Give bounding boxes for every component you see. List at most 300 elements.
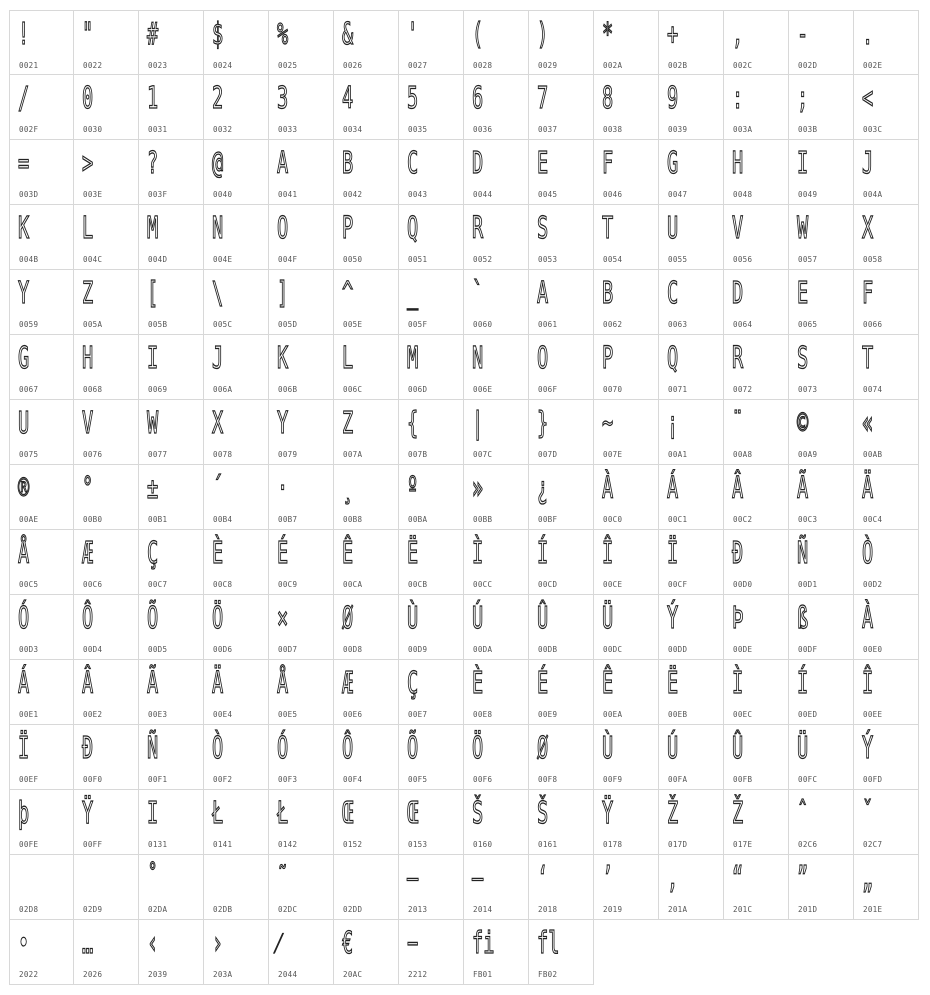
glyph-char: Ô xyxy=(342,731,354,766)
glyph-code: 00C3 xyxy=(798,515,818,524)
glyph-cell xyxy=(74,465,139,530)
glyph-code: 0142 xyxy=(278,840,298,849)
glyph-cell xyxy=(724,205,789,270)
glyph-cell xyxy=(529,75,594,140)
glyph-char: Ó xyxy=(18,601,30,636)
glyph-code: 017E xyxy=(733,840,753,849)
glyph-char: 7 xyxy=(537,81,549,116)
glyph-code: 02C6 xyxy=(798,840,818,849)
glyph-code: 0023 xyxy=(148,61,168,70)
glyph-char: N xyxy=(212,211,224,246)
glyph-code: 0024 xyxy=(213,61,233,70)
glyph-char: ` xyxy=(472,276,484,311)
glyph-cell xyxy=(74,270,139,335)
glyph-cell xyxy=(204,270,269,335)
glyph-code: 00ED xyxy=(798,710,818,719)
glyph-cell xyxy=(854,400,919,465)
glyph-char: N xyxy=(472,341,484,376)
glyph-code: 006D xyxy=(408,385,428,394)
glyph-cell xyxy=(139,75,204,140)
glyph-char: F xyxy=(862,276,874,311)
glyph-cell xyxy=(74,140,139,205)
glyph-code: 0050 xyxy=(343,255,363,264)
glyph-cell xyxy=(139,205,204,270)
glyph-cell xyxy=(789,595,854,660)
glyph-code: 0021 xyxy=(19,61,39,70)
glyph-code: 0041 xyxy=(278,190,298,199)
glyph-cell xyxy=(204,465,269,530)
glyph-char: Ý xyxy=(667,601,679,636)
glyph-code: 004A xyxy=(863,190,883,199)
glyph-cell xyxy=(139,465,204,530)
glyph-cell xyxy=(399,465,464,530)
glyph-char: ' xyxy=(407,17,419,52)
glyph-char: Á xyxy=(667,471,679,506)
glyph-char: ˜ xyxy=(277,861,289,896)
glyph-cell xyxy=(139,595,204,660)
glyph-cell xyxy=(659,335,724,400)
glyph-char: _ xyxy=(407,276,419,311)
glyph-char: Ø xyxy=(342,601,354,636)
glyph-cell xyxy=(724,75,789,140)
glyph-cell xyxy=(9,335,74,400)
glyph-char: ? xyxy=(147,146,159,181)
glyph-code: 0035 xyxy=(408,125,428,134)
glyph-char: T xyxy=(862,341,874,376)
glyph-cell xyxy=(139,920,204,985)
glyph-cell xyxy=(659,725,724,790)
glyph-char: º xyxy=(407,471,419,506)
glyph-char: F xyxy=(602,146,614,181)
glyph-cell xyxy=(74,920,139,985)
glyph-char: Ł xyxy=(277,796,289,831)
glyph-cell xyxy=(529,725,594,790)
glyph-code: 00C5 xyxy=(19,580,39,589)
glyph-code: 0030 xyxy=(83,125,103,134)
glyph-cell xyxy=(854,790,919,855)
glyph-cell xyxy=(594,465,659,530)
glyph-cell xyxy=(594,725,659,790)
glyph-cell xyxy=(399,530,464,595)
glyph-code: 006F xyxy=(538,385,558,394)
glyph-code: 0040 xyxy=(213,190,233,199)
glyph-cell xyxy=(9,400,74,465)
glyph-cell xyxy=(399,855,464,920)
glyph-cell xyxy=(74,400,139,465)
glyph-cell xyxy=(529,920,594,985)
glyph-code: 2026 xyxy=(83,970,103,979)
glyph-cell xyxy=(464,140,529,205)
glyph-char: O xyxy=(537,341,549,376)
glyph-char: Ô xyxy=(82,601,94,636)
glyph-cell xyxy=(789,855,854,920)
glyph-char: : xyxy=(732,81,744,116)
glyph-cell xyxy=(594,270,659,335)
glyph-code: 004F xyxy=(278,255,298,264)
glyph-cell xyxy=(399,400,464,465)
glyph-char: Î xyxy=(862,666,874,701)
glyph-char: Ì xyxy=(472,536,484,571)
glyph-code: 02C7 xyxy=(863,840,883,849)
glyph-cell xyxy=(464,530,529,595)
glyph-code: 00E8 xyxy=(473,710,493,719)
glyph-code: 005F xyxy=(408,320,428,329)
glyph-char: Q xyxy=(667,341,679,376)
glyph-char: À xyxy=(602,471,614,506)
glyph-cell xyxy=(659,75,724,140)
glyph-char: C xyxy=(667,276,679,311)
glyph-table xyxy=(9,10,919,985)
glyph-char: Ö xyxy=(212,601,224,636)
glyph-char: „ xyxy=(862,861,874,896)
glyph-cell xyxy=(139,335,204,400)
glyph-code: 0032 xyxy=(213,125,233,134)
glyph-cell xyxy=(399,660,464,725)
glyph-cell xyxy=(464,790,529,855)
glyph-cell xyxy=(204,205,269,270)
glyph-cell xyxy=(854,595,919,660)
glyph-code: 00DD xyxy=(668,645,688,654)
glyph-code: 0059 xyxy=(19,320,39,329)
glyph-cell xyxy=(9,530,74,595)
glyph-char: 1 xyxy=(147,81,159,116)
glyph-char: < xyxy=(862,81,874,116)
glyph-char: Å xyxy=(277,666,289,701)
glyph-cell xyxy=(9,75,74,140)
glyph-code: 0131 xyxy=(148,840,168,849)
glyph-cell xyxy=(139,400,204,465)
glyph-char: Ë xyxy=(407,536,419,571)
glyph-code: 00EF xyxy=(19,775,39,784)
glyph-char: ¸ xyxy=(342,471,354,506)
glyph-cell xyxy=(594,530,659,595)
glyph-cell xyxy=(399,920,464,985)
glyph-cell xyxy=(269,790,334,855)
glyph-cell xyxy=(139,855,204,920)
glyph-cell xyxy=(529,660,594,725)
glyph-char: Ä xyxy=(862,471,874,506)
glyph-code: 002B xyxy=(668,61,688,70)
glyph-code: 00CF xyxy=(668,580,688,589)
glyph-char: Á xyxy=(18,666,30,701)
glyph-cell xyxy=(74,595,139,660)
glyph-cell xyxy=(139,790,204,855)
glyph-char: / xyxy=(18,81,30,116)
glyph-code: 00FB xyxy=(733,775,753,784)
glyph-char: 6 xyxy=(472,81,484,116)
glyph-char: H xyxy=(82,341,94,376)
glyph-cell xyxy=(139,140,204,205)
glyph-char: Â xyxy=(732,471,744,506)
glyph-code: 02D9 xyxy=(83,905,103,914)
glyph-cell xyxy=(594,75,659,140)
glyph-code: 2044 xyxy=(278,970,298,979)
glyph-code: 00E1 xyxy=(19,710,39,719)
glyph-code: 0034 xyxy=(343,125,363,134)
glyph-char: Õ xyxy=(407,731,419,766)
glyph-char: ~ xyxy=(602,406,614,441)
glyph-code: 00E9 xyxy=(538,710,558,719)
glyph-char: 0 xyxy=(82,81,94,116)
glyph-char: { xyxy=(407,406,419,441)
glyph-code: 0071 xyxy=(668,385,688,394)
glyph-code: 00D7 xyxy=(278,645,298,654)
glyph-code: 00D1 xyxy=(798,580,818,589)
glyph-char: \ xyxy=(212,276,224,311)
glyph-cell xyxy=(529,270,594,335)
glyph-cell xyxy=(594,595,659,660)
glyph-char: ˚ xyxy=(147,861,159,896)
glyph-char: Ò xyxy=(212,731,224,766)
glyph-char: ‹ xyxy=(147,926,159,961)
glyph-char: M xyxy=(407,341,419,376)
glyph-code: 00EE xyxy=(863,710,883,719)
glyph-cell xyxy=(334,465,399,530)
glyph-code: 0046 xyxy=(603,190,623,199)
glyph-code: 0043 xyxy=(408,190,428,199)
glyph-code: 00B7 xyxy=(278,515,298,524)
glyph-cell xyxy=(594,10,659,75)
glyph-cell xyxy=(594,140,659,205)
glyph-char: ± xyxy=(147,471,159,506)
glyph-cell xyxy=(789,140,854,205)
glyph-char: ⁄ xyxy=(277,926,281,961)
glyph-cell xyxy=(334,530,399,595)
glyph-char: € xyxy=(342,926,354,961)
glyph-char: I xyxy=(147,341,159,376)
glyph-cell xyxy=(594,790,659,855)
glyph-cell xyxy=(464,270,529,335)
glyph-cell xyxy=(74,205,139,270)
glyph-char: & xyxy=(342,17,354,52)
glyph-char: fi xyxy=(472,926,495,961)
glyph-cell xyxy=(399,205,464,270)
glyph-char: Ù xyxy=(407,601,419,636)
glyph-cell xyxy=(334,400,399,465)
glyph-cell xyxy=(789,270,854,335)
glyph-cell xyxy=(269,530,334,595)
glyph-char: K xyxy=(277,341,289,376)
glyph-char: – xyxy=(407,861,419,896)
glyph-cell xyxy=(334,140,399,205)
glyph-code: 20AC xyxy=(343,970,363,979)
glyph-code: 00F5 xyxy=(408,775,428,784)
glyph-code: 00C8 xyxy=(213,580,233,589)
glyph-code: 201C xyxy=(733,905,753,914)
glyph-char: D xyxy=(472,146,484,181)
glyph-cell xyxy=(659,270,724,335)
glyph-cell xyxy=(334,855,399,920)
glyph-cell xyxy=(529,855,594,920)
glyph-code: 00F0 xyxy=(83,775,103,784)
glyph-cell xyxy=(74,790,139,855)
glyph-char: Ñ xyxy=(147,731,159,766)
glyph-code: 00DA xyxy=(473,645,493,654)
glyph-char: P xyxy=(602,341,614,376)
glyph-code: 00FD xyxy=(863,775,883,784)
glyph-code: 2212 xyxy=(408,970,428,979)
glyph-cell xyxy=(789,75,854,140)
glyph-cell xyxy=(74,10,139,75)
glyph-code: 0063 xyxy=(668,320,688,329)
glyph-cell xyxy=(269,75,334,140)
glyph-code: 00BA xyxy=(408,515,428,524)
glyph-char: Ä xyxy=(212,666,224,701)
glyph-code: 0070 xyxy=(603,385,623,394)
glyph-cell xyxy=(204,335,269,400)
glyph-code: 003A xyxy=(733,125,753,134)
glyph-code: 0066 xyxy=(863,320,883,329)
glyph-char: ¨ xyxy=(732,406,744,441)
glyph-code: 00FE xyxy=(19,840,39,849)
glyph-char: Ł xyxy=(212,796,224,831)
glyph-code: 00D3 xyxy=(19,645,39,654)
glyph-char: Í xyxy=(537,536,549,571)
glyph-code: 00DE xyxy=(733,645,753,654)
glyph-cell xyxy=(9,660,74,725)
glyph-char: Û xyxy=(732,731,744,766)
glyph-char: } xyxy=(537,406,549,441)
glyph-code: 0178 xyxy=(603,840,623,849)
glyph-code: 005E xyxy=(343,320,363,329)
glyph-cell xyxy=(724,10,789,75)
glyph-cell xyxy=(659,855,724,920)
glyph-char: | xyxy=(472,406,484,441)
glyph-char: U xyxy=(18,406,30,441)
glyph-code: 0076 xyxy=(83,450,103,459)
glyph-char: Ï xyxy=(667,536,679,571)
glyph-cell xyxy=(334,335,399,400)
glyph-char: B xyxy=(602,276,614,311)
glyph-cell xyxy=(659,595,724,660)
glyph-char: Q xyxy=(407,211,419,246)
glyph-code: 0048 xyxy=(733,190,753,199)
glyph-code: 02D8 xyxy=(19,905,39,914)
glyph-char: Ü xyxy=(797,731,809,766)
glyph-char: Ã xyxy=(147,666,159,701)
glyph-char: E xyxy=(797,276,809,311)
glyph-code: 2022 xyxy=(19,970,39,979)
glyph-char: $ xyxy=(212,17,224,52)
glyph-cell xyxy=(9,140,74,205)
glyph-code: 00CD xyxy=(538,580,558,589)
glyph-cell xyxy=(659,10,724,75)
glyph-cell xyxy=(9,790,74,855)
glyph-code: 002A xyxy=(603,61,623,70)
glyph-code: 0160 xyxy=(473,840,493,849)
glyph-cell xyxy=(724,530,789,595)
glyph-char: V xyxy=(82,406,94,441)
glyph-char: × xyxy=(277,601,289,636)
glyph-code: 0068 xyxy=(83,385,103,394)
glyph-code: 0028 xyxy=(473,61,493,70)
glyph-char: Ë xyxy=(667,666,679,701)
glyph-code: 00CC xyxy=(473,580,493,589)
glyph-code: 002E xyxy=(863,61,883,70)
glyph-cell xyxy=(724,400,789,465)
glyph-char: ] xyxy=(277,276,289,311)
glyph-char: R xyxy=(472,211,484,246)
glyph-cell xyxy=(139,270,204,335)
glyph-cell xyxy=(9,725,74,790)
glyph-cell xyxy=(139,530,204,595)
glyph-code: FB01 xyxy=(473,970,493,979)
glyph-code: 006E xyxy=(473,385,493,394)
glyph-cell xyxy=(334,790,399,855)
glyph-char: « xyxy=(862,406,874,441)
glyph-cell xyxy=(529,400,594,465)
glyph-cell xyxy=(594,400,659,465)
glyph-code: 02DC xyxy=(278,905,298,914)
glyph-char: — xyxy=(472,861,484,896)
glyph-char: ! xyxy=(18,17,30,52)
glyph-char: 5 xyxy=(407,81,419,116)
glyph-code: 00D8 xyxy=(343,645,363,654)
glyph-char: H xyxy=(732,146,744,181)
glyph-char: T xyxy=(602,211,614,246)
glyph-code: 02DD xyxy=(343,905,363,914)
glyph-char: ‘ xyxy=(537,861,549,896)
glyph-char: P xyxy=(342,211,354,246)
glyph-cell xyxy=(204,660,269,725)
glyph-char: Ü xyxy=(602,601,614,636)
glyph-code: 00C1 xyxy=(668,515,688,524)
glyph-cell xyxy=(594,660,659,725)
glyph-cell xyxy=(269,725,334,790)
glyph-code: 0161 xyxy=(538,840,558,849)
glyph-char: 4 xyxy=(342,81,354,116)
glyph-cell xyxy=(269,855,334,920)
glyph-char: fl xyxy=(537,926,560,961)
glyph-code: 201E xyxy=(863,905,883,914)
glyph-char: - xyxy=(797,17,809,52)
glyph-code: 002C xyxy=(733,61,753,70)
glyph-char: . xyxy=(862,17,874,52)
glyph-cell xyxy=(854,725,919,790)
glyph-cell xyxy=(724,335,789,400)
glyph-code: 00EC xyxy=(733,710,753,719)
glyph-code: 003C xyxy=(863,125,883,134)
glyph-code: 0065 xyxy=(798,320,818,329)
glyph-code: 005C xyxy=(213,320,233,329)
glyph-char: C xyxy=(407,146,419,181)
glyph-cell xyxy=(464,660,529,725)
glyph-code: 00B8 xyxy=(343,515,363,524)
glyph-cell xyxy=(659,790,724,855)
glyph-char: ß xyxy=(797,601,809,636)
glyph-code: 0036 xyxy=(473,125,493,134)
glyph-code: 006A xyxy=(213,385,233,394)
glyph-cell xyxy=(854,335,919,400)
glyph-char: Ý xyxy=(862,731,874,766)
glyph-cell xyxy=(594,855,659,920)
glyph-char: V xyxy=(732,211,744,246)
glyph-code: 004B xyxy=(19,255,39,264)
glyph-char: Š xyxy=(472,796,484,831)
glyph-char: ’ xyxy=(602,861,614,896)
glyph-char: W xyxy=(797,211,809,246)
glyph-cell xyxy=(724,465,789,530)
glyph-code: 00AB xyxy=(863,450,883,459)
glyph-cell xyxy=(724,270,789,335)
glyph-code: 2014 xyxy=(473,905,493,914)
glyph-char: 9 xyxy=(667,81,679,116)
glyph-char: Æ xyxy=(342,666,354,701)
glyph-code: 007E xyxy=(603,450,623,459)
glyph-cell xyxy=(854,660,919,725)
glyph-code: 00D2 xyxy=(863,580,883,589)
glyph-cell xyxy=(269,270,334,335)
